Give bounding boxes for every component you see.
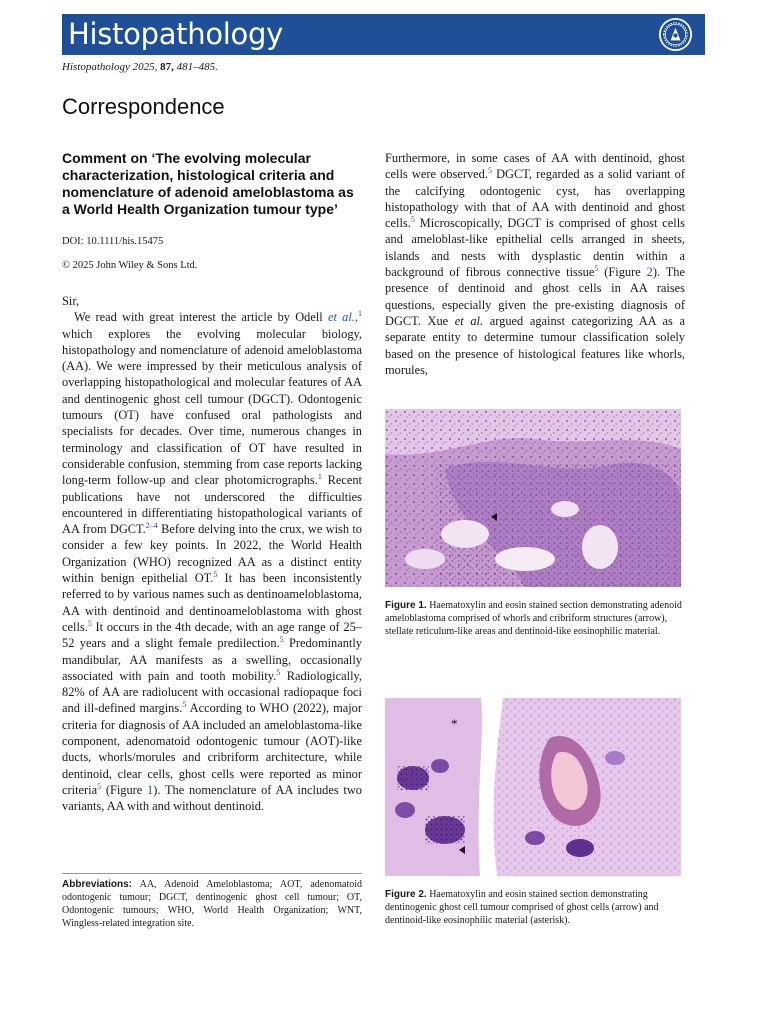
body-paragraph-left — [62, 309, 362, 814]
asterisk-marker: * — [451, 716, 458, 731]
figure-1-micrograph — [385, 409, 681, 587]
figure-1-label: Figure 1. — [385, 600, 427, 611]
journal-citation — [62, 60, 218, 74]
body-paragraph-right — [385, 150, 685, 378]
reference-link[interactable]: 1 — [317, 472, 322, 482]
reference-link[interactable]: 5 — [182, 700, 187, 710]
copyright-notice: © 2025 John Wiley & Sons Ltd. — [62, 260, 198, 271]
body-text-segment: (Figure — [598, 265, 647, 280]
figure-link[interactable]: 1 — [147, 782, 154, 797]
body-text-segment: Furthermore, in some cases of AA with dentinoid, ghost cells were observed. — [385, 151, 685, 182]
figure-2-caption — [385, 888, 683, 927]
body-text-segment: ). The nomenclature of AA includes two variants, AA with and without dentinoid. — [62, 782, 363, 814]
reference-link[interactable]: 5 — [594, 263, 599, 273]
reference-link[interactable]: 5 — [213, 569, 218, 579]
body-text-segment: which explores the evolving molecular biology, histopathology and nomenclature of adenoid ameloblastoma (AA). We were impressed by their meticulous analysis of overlapping histopathological and molecular features of AA and dentinogenic ghost cell tumour (DGCT). Odontogenic tumours (OT) have confused oral pathologists and specialists for decades. Over time, numerous changes in terminology and classification of OT have resulted in considerable confusion, stemming from case reports lacking long-term follow-up and clear photomicrographs. — [62, 326, 362, 488]
figure-2-micrograph — [385, 698, 681, 876]
body-text-segment: According to WHO (2022), major criteria for diagnosis of AA included an ameloblastoma-like component, adenomatoid odontogenic tumour (AOT)-like ducts, whorls/morules and cribriform architecture, while dentinoid, clear cells, ghost cells were reported as minor criteria — [62, 701, 362, 797]
abbreviations-label: Abbreviations: — [62, 879, 133, 890]
reference-link[interactable]: 5 — [487, 166, 492, 176]
journal-banner — [62, 14, 705, 55]
body-text-segment: DGCT, regarded as a solid variant of the calcifying odontogenic cyst, has overlapping histopathology with that of AA with dentinoid and ghost cells. — [385, 167, 685, 231]
body-text-segment: Radiologically, 82% of AA are radiolucent with occasional radiopaque foci and ill-defined margins. — [62, 668, 362, 716]
citation-journal: Histopathology — [62, 61, 130, 73]
reference-link[interactable]: 5 — [279, 635, 284, 645]
reference-link[interactable]: 2–4 — [145, 521, 158, 531]
figure-link[interactable]: 2 — [646, 265, 653, 280]
author-link[interactable]: et al., — [327, 310, 359, 325]
doi-link[interactable]: DOI: 10.1111/his.15475 — [62, 236, 164, 247]
reference-link[interactable]: 5 — [87, 618, 92, 628]
journal-title: Histopathology — [68, 17, 283, 51]
citation-year: 2025, — [132, 61, 158, 73]
society-seal-icon — [658, 17, 693, 52]
figure-2-label: Figure 2. — [385, 889, 427, 900]
right-column — [385, 150, 685, 378]
salutation: Sir, — [62, 294, 80, 308]
abbreviations-text: AA, Adenoid Ameloblastoma; AOT, adenomatoid odontogenic tumour; DGCT, dentinogenic ghost cell tumour; OT, Odontogenic tumours; WHO, World Health Organization; WNT, Wingless-related integration site. — [62, 879, 362, 929]
body-text-segment: Recent publications have not underscored the difficulties encountered in differentiating histopathological variants of AA from DGCT. — [62, 473, 362, 537]
figure-1-caption-text: Haematoxylin and eosin stained section demonstrating adenoid ameloblastoma comprised of whorls and cribriform structures (arrow), stellate reticulum-like areas and dentinoid-like eosinophilic material. — [385, 600, 682, 637]
body-text-segment: It occurs in the 4th decade, with an age range of 25–52 years and a slight female predilection. — [62, 619, 362, 651]
citation-pages: 481–485. — [176, 61, 218, 73]
body-text-segment: (Figure — [101, 782, 148, 797]
left-column — [62, 150, 362, 815]
reference-link[interactable]: 5 — [276, 667, 281, 677]
section-heading: Correspondence — [62, 94, 225, 119]
reference-link[interactable]: 5 — [97, 781, 102, 791]
body-text-segment: It has been inconsistently referred to by various names such as dentinoameloblastoma, AA with dentinoid and dentinoameloblastoma with ghost cells. — [62, 571, 362, 634]
body-text-segment: Before delving into the crux, we wish to consider a few key points. In 2022, the World Health Organization (WHO) recognized AA as a distinct entity within benign epithelial OT. — [62, 522, 362, 586]
body-text-segment: Microscopically, DGCT is comprised of ghost cells and ameloblast-like epithelial cells arranged in sheets, islands and nests with dysplastic dentin within a background of fibrous connective tissue — [385, 216, 685, 280]
reference-link[interactable]: 1 — [358, 309, 363, 319]
body-text-segment: argued against categorizing AA as a separate entity to determine tumour classification solely based on the presence of histological features like whorls, morules, — [385, 313, 685, 377]
citation-volume: 87, — [160, 61, 174, 73]
body-text-segment: Predominantly mandibular, AA manifests as a swelling, occasionally associated with pain and tooth mobility. — [62, 636, 363, 683]
article-title: Comment on ‘The evolving molecular characterization, histological criteria and nomenclature of adenoid ameloblastoma as a World Health Organization tumour type’ — [62, 150, 354, 217]
italic-text: et al. — [454, 313, 484, 328]
body-text-segment: ). The presence of dentinoid and ghost cells in AA raises questions, especially given the pre-existing diagnosis of DGCT. Xue — [385, 265, 685, 328]
body-text-segment: We read with great interest the article by Odell — [74, 310, 328, 325]
abbreviations-footnote — [62, 873, 362, 930]
figure-2-caption-text: Haematoxylin and eosin stained section demonstrating dentinogenic ghost cell tumour comprised of ghost cells (arrow) and dentinoid-like eosinophilic material (asterisk). — [385, 889, 659, 926]
figure-1-caption — [385, 599, 683, 638]
reference-link[interactable]: 5 — [410, 215, 415, 225]
